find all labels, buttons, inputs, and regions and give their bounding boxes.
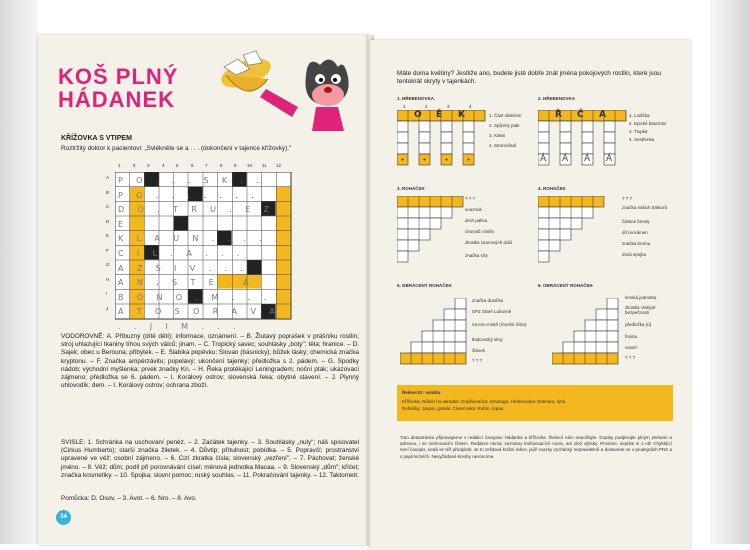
right-edge-shadow (710, 0, 750, 544)
clue: 4. Stromořadí (489, 143, 517, 148)
clue: Iimská jednotka (625, 295, 657, 300)
left-page (38, 35, 370, 545)
crossword-pencil-letters (118, 174, 290, 331)
col-number: 11 (262, 163, 267, 168)
right-intro-text: Máte doma květiny? Jestliže ano, budete jistě dobře znát jména pokojových rostlin, které jsou tentokrát skryty v tajenkách. (397, 70, 661, 86)
row-letter: I (106, 291, 108, 296)
clue: zkratka Uranových dolů (465, 240, 513, 245)
clue: souznuk (465, 207, 482, 212)
crossword-column-numbers (116, 163, 292, 171)
staircase-puzzle-4-title: 4. ROHÁČEK (538, 186, 566, 191)
col-number: 9 (234, 163, 237, 168)
staircase-puzzle-3-title: 3. ROHÁČEK (397, 186, 425, 191)
pencil-row: K L A U N . . . . (118, 234, 268, 244)
hint-line: Pomůcka: D. Osov. – 3. Avot. – 6. Nro. – 8. Avo. (61, 495, 197, 502)
pencil-row: A T O S O R A V A (118, 307, 281, 317)
staircase-puzzle-3-grid[interactable] (397, 196, 469, 268)
col-number: 7 (205, 163, 208, 168)
pencil-row: A Z S I V . . . (118, 263, 249, 273)
comb2-pencil-letter: Ř (555, 110, 562, 120)
clue: tkalcovský stroj (472, 337, 503, 342)
pencil-row: C I L . A . . . (118, 248, 245, 258)
staircase-puzzle-3-clues (465, 196, 513, 258)
answers-line-2: Roháčky: Jaspis, granát. Cívercovka: Rubín, topas. (402, 406, 505, 411)
answers-title: Řešení 57. svazku (402, 390, 441, 395)
clue: 2. Epické básnictví (629, 121, 667, 126)
clue: 4. Sestřenka (629, 137, 655, 142)
comb-number: 4 (469, 104, 472, 109)
reverse-staircase-6-clues (625, 295, 677, 360)
clue: SPZ Staré Lubovně (472, 309, 512, 314)
pencil-row: B O N O . M . . . (118, 292, 272, 302)
comb1-pencil-letter: Ě (436, 110, 443, 120)
row-letter: F (106, 248, 109, 253)
reverse-staircase-6-title: 6. OBRÁCENÝ ROHÁČEK (538, 283, 593, 288)
clue: díl na kámen (622, 230, 648, 235)
col-number: 8 (220, 163, 223, 168)
clue: 2. Splývný ptak (489, 123, 520, 128)
clue: značka draslíku (472, 298, 504, 303)
clue: fosina (625, 334, 638, 339)
clue: druh paliva (465, 218, 488, 223)
across-clues: VODOROVNĚ: A. Příbuzný (dítě dětí); informace, oznámení. – B. Žlutavý poprašek v prášníku rostlin; stroj uhlazující tkaniny tíhou svých válců; jinam. – C. Tropický savec; souhlásky „boty"; těla; hranice. – D. Sajek; obec u Berouna; přibytek. – E. Slabika popěvku; Slovan (básnicky); bůžek lásky; chemická značka kryptonu. – F. Značka ampérzávitu; popelavý; ukončení tajenky; předložka s 2. pádem. – G. Spodky nádob; východní myšlenka; prvek značky Kn. – H. Řeka protékající Leningradem; noční pták; ukazovací zájmeno; předložka se 6. pádem. – I. Korálový ostrov; slovenská řeka; obytné stavení. – J. Plynný uhlovodík; dem. – I. Korálový ostrov; ochrana zboží. (61, 333, 359, 390)
comb2-bottom-letter: Á (584, 154, 591, 164)
right-page (370, 40, 690, 550)
col-number: 4 (162, 163, 165, 168)
crossword-intro-text: Roztržitý doktor k pacientovi: „Svlékněte se a . . . (dokončení v tajence křížovky)." (61, 145, 292, 152)
comb2-pencil-letter: A (599, 110, 606, 120)
crossword-section-title: KŘÍŽOVKA S VTIPEM (61, 135, 132, 142)
title-line-1: KOŠ PLNÝ (58, 64, 179, 89)
comb2-bottom-letter: Á (562, 154, 569, 164)
row-letter: A (106, 175, 110, 180)
col-number: 6 (191, 163, 194, 168)
answers-line-1: Křížovka: Někdo ho ukradne. Doplňovačka: Smaragd. Hřebenovka: Diamant, rými. (402, 399, 567, 404)
row-letter: G (106, 262, 110, 267)
page-number-badge: 34 (56, 510, 71, 525)
clue: značka našich traktorů (622, 205, 668, 210)
comb1-pencil-letter: O (414, 110, 422, 120)
clue: ? ? ? (472, 358, 483, 363)
comb-puzzle-2-title: 2. HŘEBENOVKA (538, 96, 576, 101)
clue: 1. Lodička (629, 113, 650, 118)
clue: značka síry (465, 253, 488, 258)
staircase-puzzle-4-grid[interactable] (538, 196, 610, 268)
comb-number: 2 (425, 104, 428, 109)
reverse-staircase-5-grid[interactable] (400, 298, 472, 370)
comb-number: 3 (447, 104, 450, 109)
col-number: 3 (147, 163, 150, 168)
row-letter: H (106, 277, 110, 282)
pencil-row: A N . S T E . A (118, 278, 254, 288)
clue: 3. Kdesi (489, 133, 506, 138)
reverse-staircase-5-title: 5. OBRÁCENÝ ROHÁČEK (397, 283, 452, 288)
clue: částice hmoty (622, 219, 650, 224)
row-letter: J (106, 306, 109, 311)
pencil-row: . . J I M . . . (118, 321, 242, 331)
editorial-footer: Tuto detastránku připravujeme s redakcí časopisu Hádanka a křížovka. Řešení nám nepošlujte. Doplay podpisujte plným jménem a adresou, i se směrovacím číslem. Redakce nemá, seznamy knihaovacích novin, ani slotí výtisky. Prosíme, nepište si o ně! Chybějící není časopis, nedá se též předplatit. Je to zešitová knižní edice, jejíž svazky vycházejí nepravidelně a dostanete se v prodejnách PNS a v papírnictvích. Nevyžádané kresby nevracíme. (400, 435, 672, 459)
row-letter: B (106, 190, 110, 195)
clue: chumáč rostlin (465, 229, 495, 234)
reverse-staircase-6-grid[interactable] (552, 298, 624, 370)
comb-puzzle-1-clues (489, 113, 533, 148)
col-number: 1 (118, 163, 121, 168)
comb-number: 1 (403, 104, 406, 109)
clue: značka bromu (622, 241, 651, 246)
crossword-row-letters (106, 173, 114, 323)
clue: na tom místě (mnohé číslo) (472, 322, 527, 327)
clue: zkratka Velejné bezpečnosti (625, 305, 656, 315)
title-line-2: HÁDANEK (58, 87, 175, 112)
clue: článek (472, 348, 486, 353)
row-letter: E (106, 233, 110, 238)
col-number: 12 (276, 163, 282, 168)
previous-answers-box (397, 385, 673, 421)
col-number: 10 (247, 163, 253, 168)
clue: vzestí (625, 345, 637, 350)
staircase-puzzle-4-clues (622, 196, 674, 257)
cat-with-basket-illustration (188, 45, 368, 135)
pencil-row: P O . . . S K . . (118, 176, 265, 185)
col-number: 2 (133, 163, 136, 168)
comb-puzzle-1-title: 1. HŘEBENOVKA (397, 96, 435, 101)
comb2-pencil-letter: Č (577, 110, 584, 120)
down-clues: SVISLE: 1. Schránka na uschování peněz. – 2. Začátek tajenky. – 3. Souhlásky „nuly"; náš spisovatel (Cirkus Humberto); starší značka žiletek. – 4. Důvtip; přítulnost; pobídka. – 5. Popravčí; prostranství upravené ve věž; osobní zájmeno. – 6. Cizí zkratka čísla; slovenský „vezření". – 7. Páchovat; ženské jméno. – 8. Věž; dům; podíl při porovnávání císel; měnová jednotka Macaa. – 9. Slovenský „dům"; křičet; značka kosmetiky. – 10. Spojka; slovní pomoc; ruský souhlas. – 11. Pokračování tajenky. – 12. Taktometr. (61, 439, 359, 479)
comb2-bottom-letter: Á (540, 154, 547, 164)
clue: 3. Tlupka (629, 129, 648, 134)
comb1-pencil-letter: K (458, 110, 465, 120)
pencil-row: P O . . . . . . . (118, 190, 260, 200)
reverse-staircase-5-clues (472, 298, 528, 363)
comb-puzzle-2-clues (629, 113, 675, 142)
col-number: 5 (176, 163, 179, 168)
clue: ? ? ? (625, 355, 636, 360)
clue: ? ? ? (622, 196, 633, 201)
clue: sítná spojka (622, 252, 647, 257)
clue: předložka (ú) (625, 322, 652, 327)
left-edge-shadow (0, 0, 38, 544)
clue: ? ? ? (465, 196, 476, 201)
pencil-row: D O . T R U . E Z E (118, 205, 275, 229)
clue: 1. Část oblečení (489, 113, 522, 118)
row-letter: D (106, 219, 110, 224)
comb2-bottom-letter: Á (606, 154, 613, 164)
row-letter: C (106, 204, 110, 209)
